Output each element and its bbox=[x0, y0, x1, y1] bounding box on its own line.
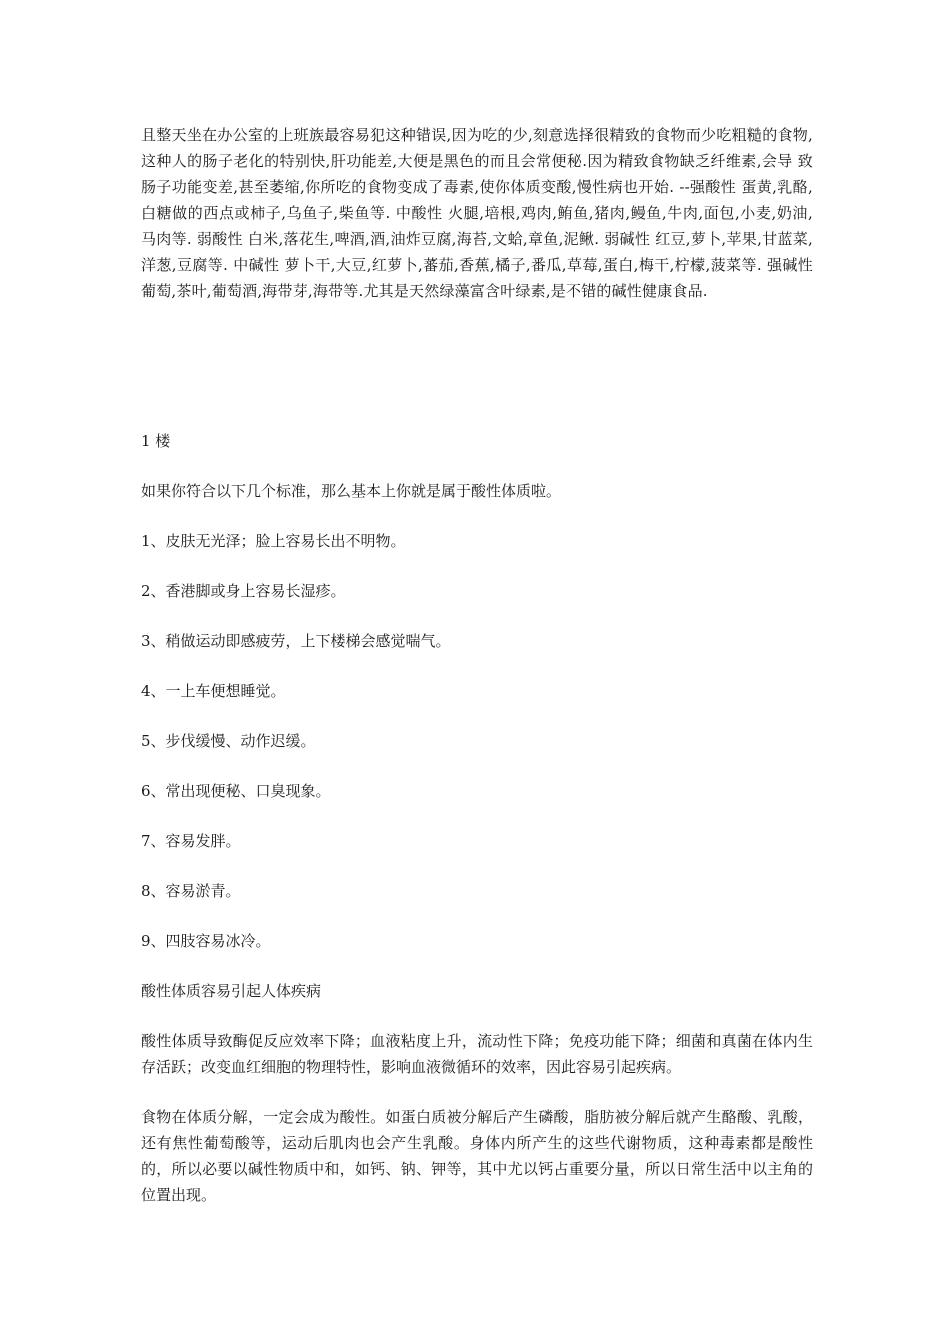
criteria-item: 1、皮肤无光泽；脸上容易长出不明物。 bbox=[141, 532, 406, 550]
criteria-item: 5、步伐缓慢、动作迟缓。 bbox=[141, 732, 316, 750]
criteria-item: 3、稍做运动即感疲劳，上下楼梯会感觉喘气。 bbox=[141, 632, 451, 650]
lead-sentence: 如果你符合以下几个标准，那么基本上你就是属于酸性体质啦。 bbox=[141, 482, 562, 500]
criteria-item: 8、容易淤青。 bbox=[141, 882, 241, 900]
section-title: 酸性体质容易引起人体疾病 bbox=[141, 982, 322, 1000]
criteria-item: 6、常出现便秘、口臭现象。 bbox=[141, 782, 331, 800]
criteria-item: 9、四肢容易冰冷。 bbox=[141, 932, 271, 950]
floor-label: 1 楼 bbox=[141, 432, 171, 450]
criteria-item: 7、容易发胖。 bbox=[141, 832, 241, 850]
criteria-item: 4、一上车便想睡觉。 bbox=[141, 682, 286, 700]
main-content bbox=[141, 428, 813, 1232]
criteria-item: 2、香港脚或身上容易长湿疹。 bbox=[141, 582, 346, 600]
body-paragraph: 酸性体质导致酶促反应效率下降；血液粘度上升，流动性下降；免疫功能下降；细菌和真菌在体内生存活跃；改变血红细胞的物理特性，影响血液微循环的效率，因此容易引起疾病。 bbox=[141, 1032, 813, 1076]
intro-paragraph: 且整天坐在办公室的上班族最容易犯这种错误,因为吃的少,刻意选择很精致的食物而少吃粗糙的食物,这种人的肠子老化的特别快,肝功能差,大便是黑色的而且会常便秘.因为精致食物缺乏纤维素,会导 致肠子功能变差,甚至萎缩,你所吃的食物变成了毒素,使你体质变酸,慢性病也开始. --强酸性 蛋黄,乳酪,白糖做的西点或柿子,乌鱼子,柴鱼等. 中酸性 火腿,培根,鸡肉,鲔鱼,猪肉,鳗鱼,牛肉,面包,小麦,奶油, 马肉等. 弱酸性 白米,落花生,啤酒,酒,油炸豆腐,海苔,文蛤,章鱼,泥鳅. 弱碱性 红豆,萝卜,苹果,甘蓝菜,洋葱,豆腐等. 中碱性 萝卜干,大豆,红萝卜,蕃茄,香蕉,橘子,番瓜,草莓,蛋白,梅干,柠檬,菠菜等. 强碱性 葡萄,茶叶,葡萄酒,海带芽,海带等.尤其是天然绿藻富含叶绿素,是不错的碱性健康食品. bbox=[141, 126, 813, 300]
body-paragraph: 食物在体质分解，一定会成为酸性。如蛋白质被分解后产生磷酸，脂肪被分解后就产生酪酸、乳酸，还有焦性葡萄酸等，运动后肌肉也会产生乳酸。身体内所产生的这些代谢物质，这种毒素都是酸性的，所以必要以碱性物质中和，如钙、钠、钾等，其中尤以钙占重要分量，所以日常生活中以主角的位置出现。 bbox=[141, 1108, 813, 1204]
